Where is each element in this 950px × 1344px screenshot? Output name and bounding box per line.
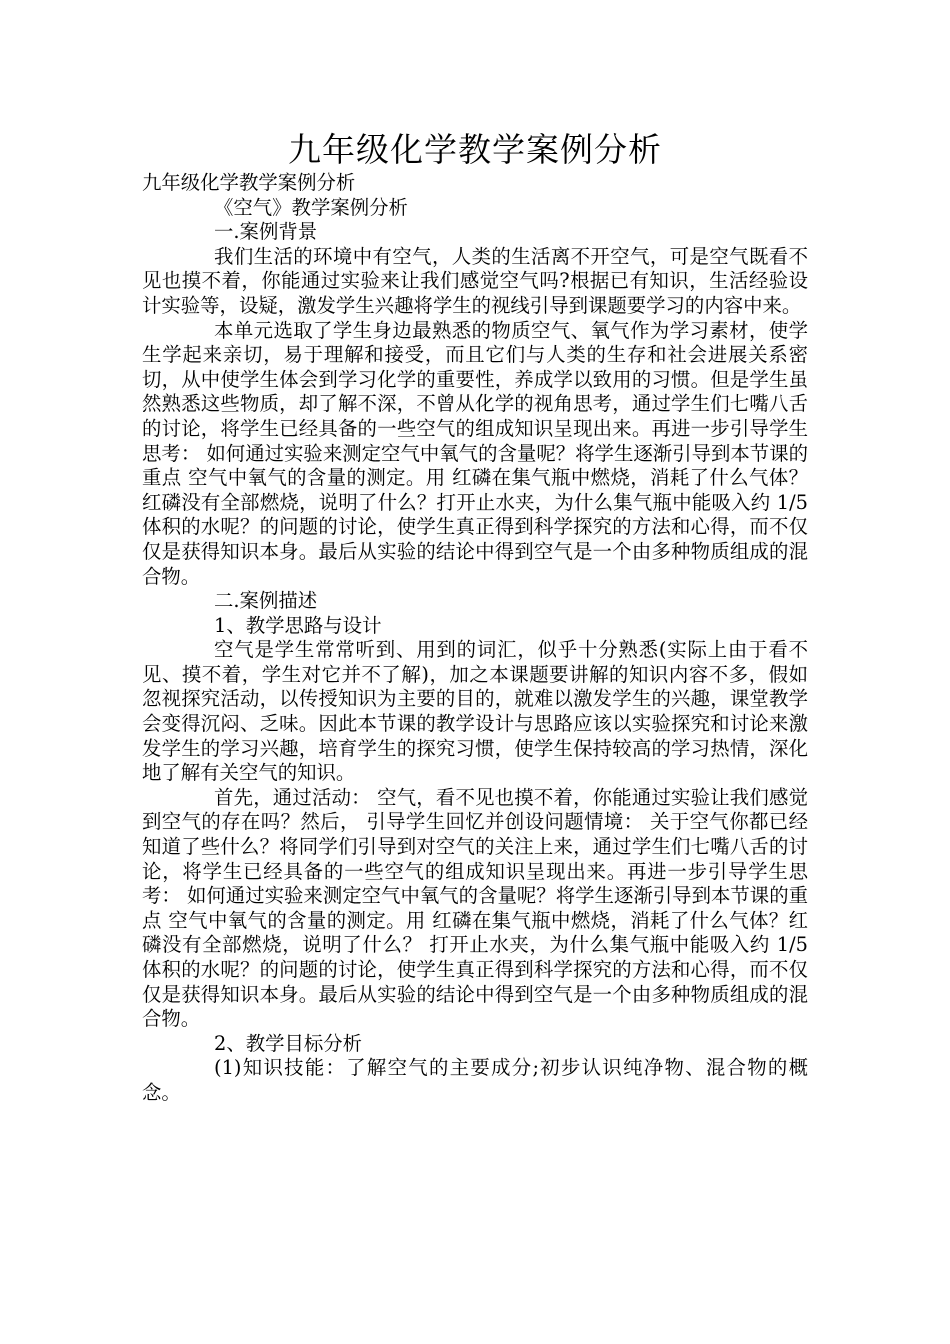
document-body bbox=[142, 171, 808, 1106]
paragraph: 首先，通过活动： 空气，看不见也摸不着，你能通过实验让我们感觉到空气的存在吗？然后， 引导学生回忆并创设问题情境： 关于空气你都已经知道了些什么？将同学们引导到对空气的关注上来，通过学生们七嘴八舌的讨论，将学生已经具备的一些空气的组成知识呈现出来。再进一步引导学生思考： 如何通过实验来测定空气中氧气的含量呢？将学生逐渐引导到本节课的重点 空气中氧气的含量的测定。用 红磷在集气瓶中燃烧，消耗了什么气体？红磷没有全部燃烧，说明了什么？ 打开止水夹，为什么集气瓶中能吸入约 1/5 体积的水呢？的问题的讨论，使学生真正得到科学探究的方法和心得，而不仅仅是获得知识本身。最后从实验的结论中得到空气是一个由多种物质组成的混合物。 bbox=[142, 785, 808, 1031]
page-title: 九年级化学教学案例分析 bbox=[288, 130, 662, 169]
paragraph-subtitle: 九年级化学教学案例分析 bbox=[142, 171, 356, 194]
section-heading-description: 二.案例描述 bbox=[214, 589, 318, 613]
paragraph: 我们生活的环境中有空气，人类的生活离不开空气，可是空气既看不见也摸不着，你能通过实验来让我们感觉空气吗?根据已有知识，生活经验设计实验等，设疑，激发学生兴趣将学生的视线引导到课题要学习的内容中来。 bbox=[142, 244, 808, 317]
section-heading-background: 一.案例背景 bbox=[214, 220, 318, 244]
subsection-heading-design: 1、教学思路与设计 bbox=[214, 613, 382, 637]
paragraph: 本单元选取了学生身边最熟悉的物质空气、氧气作为学习素材，使学生学起来亲切，易于理解和接受，而且它们与人类的生存和社会进展关系密切，从中使学生体会到学习化学的重要性，养成学以致用的习惯。但是学生虽然熟悉这些物质，却了解不深，不曾从化学的视角思考，通过学生们七嘴八舌的讨论，将学生已经具备的一些空气的组成知识呈现出来。再进一步引导学生思考： 如何通过实验来测定空气中氧气的含量呢？将学生逐渐引导到本节课的重点 空气中氧气的含量的测定。用 红磷在集气瓶中燃烧，消耗了什么气体？红磷没有全部燃烧，说明了什么？打开止水夹，为什么集气瓶中能吸入约 1/5 体积的水呢？的问题的讨论，使学生真正得到科学探究的方法和心得，而不仅仅是获得知识本身。最后从实验的结论中得到空气是一个由多种物质组成的混合物。 bbox=[142, 318, 808, 588]
paragraph-case-title: 《空气》教学案例分析 bbox=[214, 195, 408, 219]
paragraph: 空气是学生常常听到、用到的词汇，似乎十分熟悉(实际上由于看不见、摸不着，学生对它并不了解)，加之本课题要讲解的知识内容不多，假如忽视探究活动，以传授知识为主要的目的，就难以激发学生的兴趣，课堂教学会变得沉闷、乏味。因此本节课的教学设计与思路应该以实验探究和讨论来激发学生的学习兴趣，培育学生的探究习惯，使学生保持较高的学习热情，深化地了解有关空气的知识。 bbox=[142, 638, 808, 785]
paragraph: (1)知识技能：了解空气的主要成分;初步认识纯净物、混合物的概念。 bbox=[142, 1056, 808, 1104]
subsection-heading-objectives: 2、教学目标分析 bbox=[214, 1031, 363, 1055]
